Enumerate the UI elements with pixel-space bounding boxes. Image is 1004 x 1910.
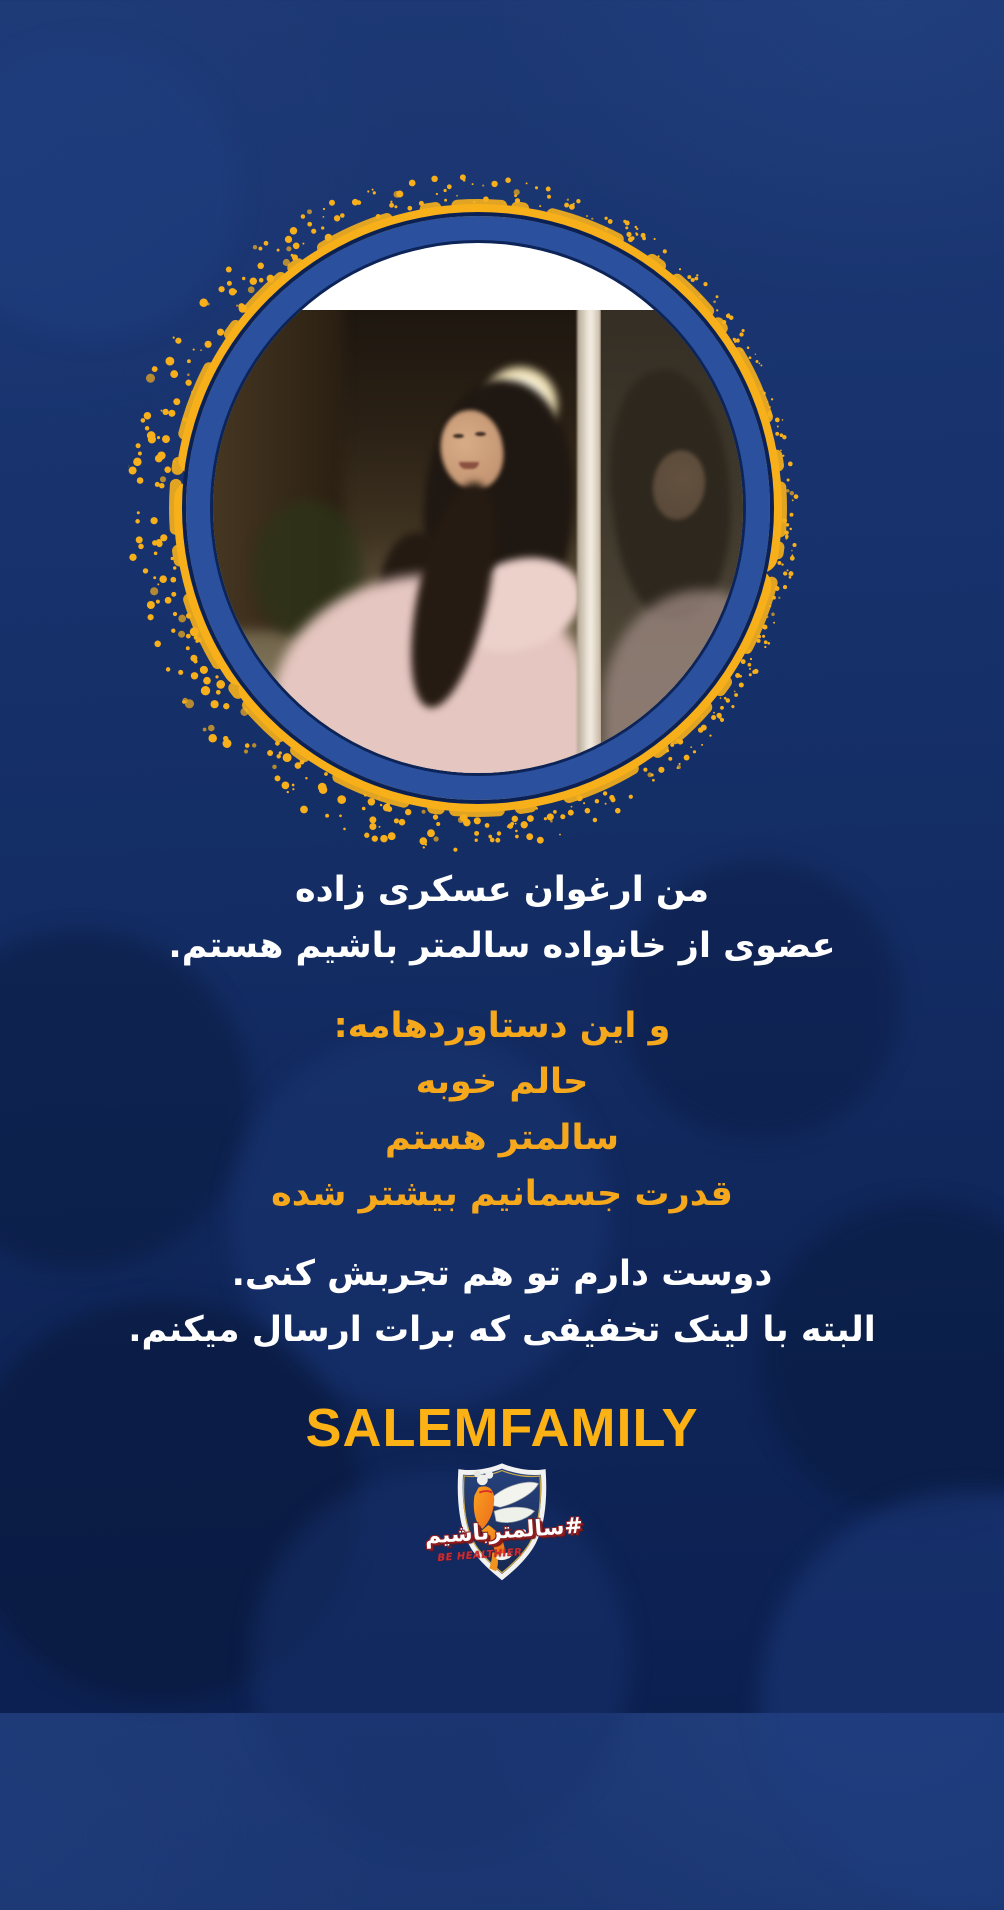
intro-text-line: عضوی از خانواده سالمتر باشیم هستم. — [0, 918, 1004, 974]
cta-line: دوست دارم تو هم تجربش کنی. — [0, 1246, 1004, 1302]
logo-hashtag: #سالمترباشیم — [424, 1514, 583, 1551]
profile-photo — [213, 243, 743, 773]
achievement-line: حالم خوبه — [0, 1054, 1004, 1110]
achievements-header: و این دستاوردهامه: — [0, 998, 1004, 1054]
achievement-line: سالمتر هستم — [0, 1110, 1004, 1166]
woman-eye — [475, 432, 486, 436]
intro-text-line: من ارغوان عسکری زاده — [0, 862, 1004, 918]
cta-line: البته با لینک تخفیفی که برات ارسال میکنم. — [0, 1302, 1004, 1358]
text-block — [0, 862, 1004, 1510]
logo-tagline: BE HEALTHIER — [430, 1547, 531, 1565]
bokeh-circle — [760, 1490, 1004, 1910]
promo-code: SALEMFAMILY — [0, 1400, 1004, 1456]
achievement-line: قدرت جسمانیم بیشتر شده — [0, 1166, 1004, 1222]
photo-scene — [213, 310, 743, 773]
woman-eye — [453, 434, 464, 438]
window-frame — [577, 310, 601, 773]
reflection-tint — [601, 310, 743, 773]
